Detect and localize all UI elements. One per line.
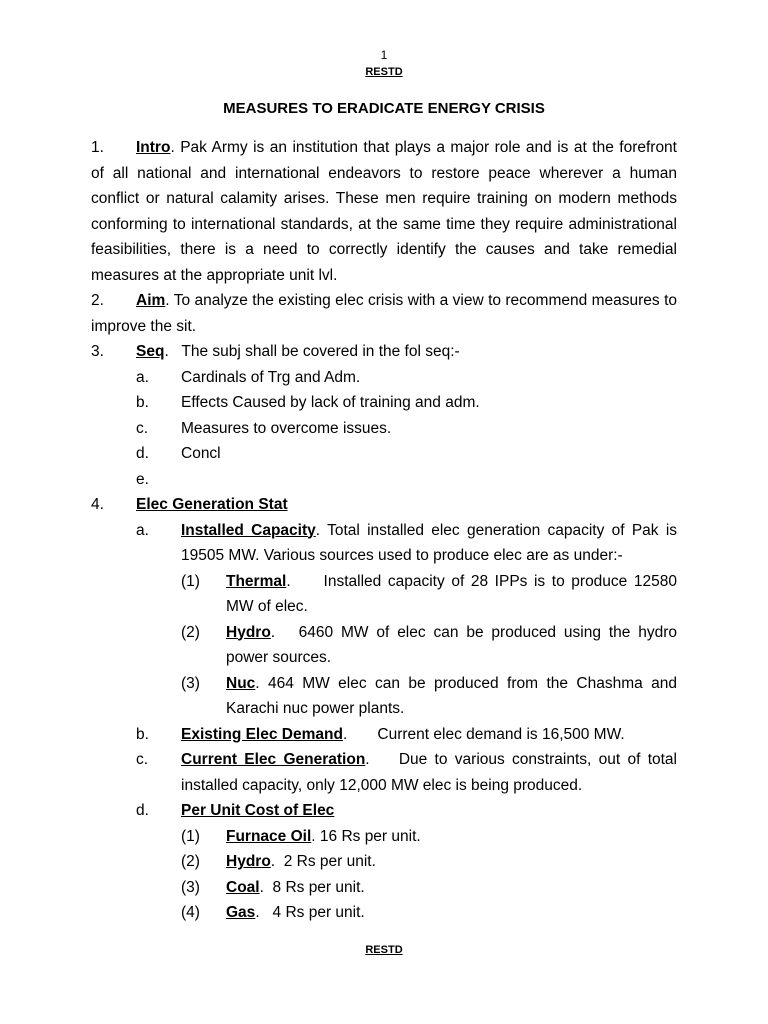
para-number: 4.	[91, 496, 104, 513]
para-heading: Elec Generation Stat	[136, 496, 288, 513]
item-heading: Nuc	[226, 674, 256, 692]
item-heading: Furnace Oil	[226, 827, 312, 845]
document-title: MEASURES TO ERADICATE ENERGY CRISIS	[223, 100, 545, 117]
page-number: 1	[380, 48, 388, 62]
item-text: . 464 MW elec can be produced from the Chashma and Karachi nuc power plants.	[226, 674, 677, 717]
para-text: . Pak Army is an institution that plays a major role and is at the forefront of all national and international endeavors to restore peace wherever a human conflict or natural calamity arises. These men require training on modern methods conforming to international standards, at the same time they require administrational feasibilities, there is a need to correctly identify the causes and take remedial measures at the appropriate unit lvl.	[91, 139, 677, 284]
list-item	[91, 365, 677, 391]
list-item	[91, 900, 677, 926]
item-text: . 4 Rs per unit.	[255, 904, 365, 921]
classification-footer: RESTD	[365, 944, 403, 956]
item-text: Effects Caused by lack of training and adm.	[181, 394, 480, 411]
item-text: . 6460 MW of elec can be produced using the hydro power sources.	[226, 623, 682, 666]
item-text: . Total installed elec generation capacity of Pak is 19505 MW. Various sources used to produce elec are as under:-	[181, 521, 678, 564]
para-elec-generation	[91, 492, 677, 518]
item-number: c.	[136, 751, 149, 768]
item-heading: Coal	[226, 878, 260, 896]
list-item	[91, 467, 677, 493]
item-number: d.	[136, 445, 149, 462]
item-number: a.	[136, 368, 149, 386]
item-text: . Installed capacity of 28 IPPs is to produce 12580 MW of elec.	[226, 572, 682, 615]
para-intro	[91, 135, 677, 288]
list-item	[91, 416, 677, 442]
item-number: e.	[136, 470, 149, 488]
item-number: (1)	[181, 572, 200, 590]
item-number: (4)	[181, 904, 200, 921]
item-heading: Per Unit Cost of Elec	[181, 802, 335, 819]
item-text: . Current elec demand is 16,500 MW.	[342, 725, 625, 743]
item-number: (2)	[181, 623, 200, 641]
item-text: . 8 Rs per unit.	[259, 878, 365, 896]
para-text: . The subj shall be covered in the fol seq:-	[164, 343, 460, 360]
item-number: a.	[136, 521, 149, 539]
subpara-existing-demand	[91, 722, 677, 748]
item-heading: Hydro	[226, 853, 271, 870]
list-item	[91, 875, 677, 901]
para-heading: Seq	[136, 343, 165, 360]
item-heading: Gas	[226, 904, 256, 921]
item-heading: Installed Capacity	[181, 521, 316, 539]
item-number: b.	[136, 725, 149, 743]
subpara-installed-capacity	[91, 518, 677, 569]
item-text: . 16 Rs per unit.	[311, 827, 421, 845]
item-text: Cardinals of Trg and Adm.	[181, 368, 361, 386]
item-number: b.	[136, 394, 149, 411]
item-number: (2)	[181, 853, 200, 870]
list-item	[91, 849, 677, 875]
para-number: 1.	[91, 139, 104, 156]
list-item	[91, 569, 682, 620]
para-number: 2.	[91, 292, 104, 309]
classification-header: RESTD	[365, 66, 403, 78]
list-item	[91, 390, 677, 416]
list-item	[91, 620, 682, 671]
item-number: (3)	[181, 674, 200, 692]
item-text: . 2 Rs per unit.	[270, 853, 376, 870]
list-item	[91, 671, 677, 722]
para-number: 3.	[91, 343, 104, 360]
document-body	[91, 135, 682, 926]
item-heading: Existing Elec Demand	[181, 725, 343, 743]
list-item	[91, 441, 677, 467]
para-text: . To analyze the existing elec crisis with a view to recommend measures to improve the sit.	[91, 292, 677, 335]
item-heading: Thermal	[226, 572, 287, 590]
item-number: c.	[136, 419, 149, 437]
item-text: Measures to overcome issues.	[181, 419, 392, 437]
para-aim	[91, 288, 677, 339]
item-number: (3)	[181, 878, 200, 896]
para-seq	[91, 339, 677, 365]
para-heading: Intro	[136, 139, 171, 156]
item-heading: Hydro	[226, 623, 271, 641]
item-heading: Current Elec Generation	[181, 751, 366, 768]
para-heading: Aim	[136, 292, 166, 309]
subpara-per-unit-cost	[91, 798, 677, 824]
item-number: d.	[136, 802, 149, 819]
item-text: Concl	[181, 445, 221, 462]
subpara-current-generation	[91, 747, 682, 798]
item-text: . Due to various constraints, out of total installed capacity, only 12,000 MW elec is being produced.	[181, 751, 682, 794]
item-number: (1)	[181, 827, 200, 845]
list-item	[91, 824, 677, 850]
